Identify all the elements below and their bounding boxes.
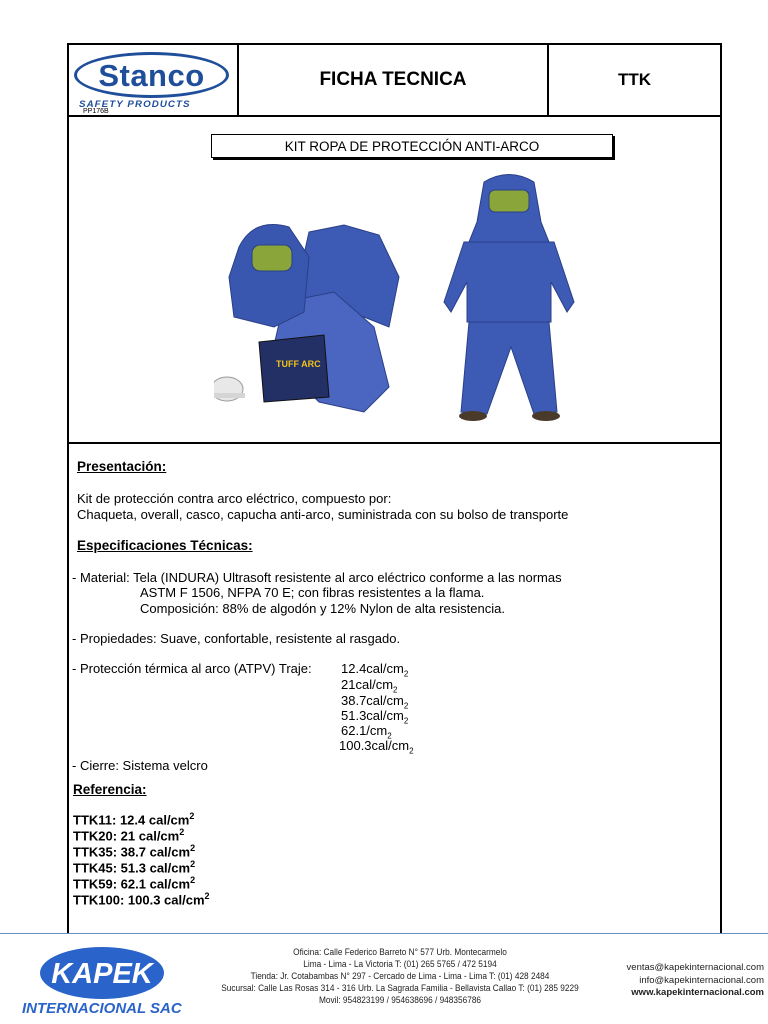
stanco-logo [69, 45, 239, 115]
atpv-value: $12.4cal/cm_2$ [341, 661, 409, 679]
left-boot [459, 411, 487, 421]
kapek-wordmark: KAPEK [51, 958, 153, 990]
reference-item: TTK11: 12.4 cal/$cm^2$ [73, 811, 195, 828]
datasheet-header [69, 45, 720, 117]
product-photo-area [69, 117, 720, 444]
stanco-subtitle: SAFETY PRODUCTS [79, 99, 191, 109]
presentation-heading: Presentación: [77, 459, 167, 474]
footer-address-line: Lima - Lima - La Victoria T: (01) 265 5765 / 472 5194 [303, 959, 497, 969]
atpv-value: $100.3cal/cm_2$ [339, 738, 414, 756]
reference-item: TTK100: 100.3 cal/$cm^2$ [73, 891, 210, 908]
spec-material-line-1: - Material: Tela (INDURA) Ultrasoft resistente al arco eléctrico conforme a las normas [72, 570, 562, 585]
hood-shape [229, 225, 309, 328]
spec-material-line-2: ASTM F 1506, NFPA 70 E; con fibras resistentes a la flama. [140, 585, 485, 600]
spec-atpv-label: - Protección térmica al arco (ATPV) Traje: [72, 661, 312, 676]
footer-divider [0, 933, 768, 934]
atpv-value: $38.7cal/cm_2$ [341, 693, 409, 711]
presentation-line-2: Chaqueta, overall, casco, capucha anti-arco, suministrada con su bolso de transporte [77, 507, 569, 522]
sales-email-link[interactable]: ventas@kapekinternacional.com [626, 962, 764, 973]
kit-title: KIT ROPA DE PROTECCIÓN ANTI-ARCO [211, 134, 613, 158]
reference-item: TTK35: 38.7 cal/$cm^2$ [73, 843, 196, 860]
right-boot [532, 411, 560, 421]
suit-pants [461, 322, 557, 414]
atpv-value: $62.1/cm_2$ [341, 723, 392, 741]
reference-item: TTK45: 51.3 cal/$cm^2$ [73, 859, 196, 876]
atpv-value: $21cal/cm_2$ [341, 677, 398, 695]
atpv-value: $51.3cal/cm_2$ [341, 708, 409, 726]
kapek-logo [22, 943, 192, 1018]
footer-address-line: Tienda: Jr. Cotabambas N° 297 - Cercado de Lima - Lima - Lima T: (01) 428 2484 [250, 971, 550, 981]
document-code: PP176B [83, 108, 109, 115]
spec-material-line-3: Composición: 88% de algodón y 12% Nylon de alta resistencia. [140, 601, 505, 616]
footer-address-line: Sucursal: Calle Las Rosas 314 - 316 Urb. La Sagrada Familia - Bellavista Callao T: (01) 285 9229 [221, 983, 579, 993]
kapek-subtitle: INTERNACIONAL SAC [22, 1000, 182, 1017]
footer-address-line: Movil: 954823199 / 954638696 / 948356786 [318, 995, 482, 1005]
footer-address [216, 946, 584, 1006]
suit-jacket [444, 242, 574, 322]
bag-label: TUFF ARC [276, 359, 321, 369]
footer-contact [604, 962, 764, 1000]
presentation-line-1: Kit de protección contra arco eléctrico, compuesto por: [77, 491, 392, 506]
spec-properties: - Propiedades: Suave, confortable, resistente al rasgado. [72, 631, 401, 646]
reference-item: TTK59: 62.1 cal/$cm^2$ [73, 875, 196, 892]
reference-heading: Referencia: [73, 782, 147, 797]
datasheet-frame [67, 43, 722, 933]
product-code: TTK [617, 70, 652, 89]
person-in-suit-illustration [439, 172, 579, 427]
reference-item: TTK20: 21 cal/$cm^2$ [73, 827, 185, 844]
spec-closure: - Cierre: Sistema velcro [72, 758, 208, 773]
footer-address-line: Oficina: Calle Federico Barreto N° 577 Urb. Montecarmelo [293, 947, 507, 957]
specs-heading: Especificaciones Técnicas: [77, 538, 253, 553]
stanco-logo-oval [74, 52, 229, 98]
suit-visor [489, 190, 529, 212]
page-title: FICHA TECNICA [239, 45, 549, 115]
hood-visor [252, 245, 292, 271]
kit-illustration [214, 217, 414, 417]
stanco-wordmark: Stanco [98, 57, 205, 93]
info-email-link[interactable]: info@kapekinternacional.com [639, 974, 764, 986]
website-link[interactable]: www.kapekinternacional.com [631, 987, 764, 998]
